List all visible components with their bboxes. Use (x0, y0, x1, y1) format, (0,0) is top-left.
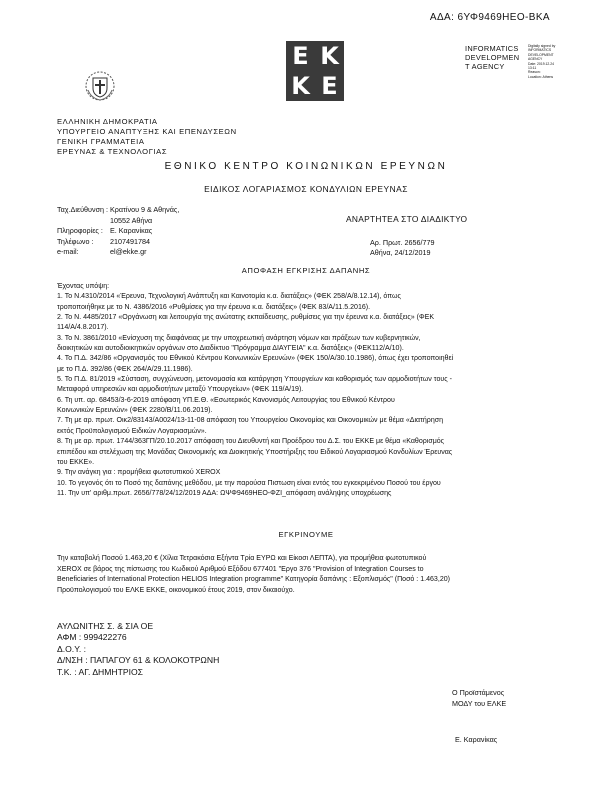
body-line: διοικητικών και αυτοδιοικητικών οργάνων στο Διαδίκτυο "Πρόγραμμα ΔΙΑΥΓΕΙΑ" κ.α. διατάξεις» (ΦΕΚ112/Α/10). (57, 345, 404, 353)
ada-code: ΑΔΑ: 6ΥΦ9469ΗΕΟ-ΒΚΑ (429, 12, 550, 23)
posted-notice: ΑΝΑΡΤΗΤΕΑ ΣΤΟ ΔΙΑΔΙΚΤΥΟ (346, 214, 468, 224)
contact-row (57, 226, 210, 237)
header-line: ΓΕΝΙΚΗ ΓΡΑΜΜΑΤΕΙΑ (57, 137, 145, 146)
signature-note-line: INFORMATICS (528, 48, 552, 53)
protocol-info (370, 238, 434, 258)
supplier-address: Δ/ΝΣΗ : ΠΑΠΑΓΟΥ 61 & ΚΟΛΟΚΟΤΡΩΝΗ (57, 655, 220, 666)
approve-line: Προϋπολογισμού του ΕΛΚΕ ΕΚΚΕ, οικονομικού έτους 2019, στον δικαιούχο. (57, 586, 295, 594)
logo-letter: Κ (320, 42, 339, 70)
protocol-date: Αθήνα, 24/12/2019 (370, 248, 431, 257)
contact-value: Ε. Καρανίκας (110, 226, 153, 236)
supplier-tax-office: Δ.Ο.Υ. : (57, 643, 86, 654)
logo-letter: Κ (291, 72, 310, 100)
signatory-role-line: ΜΟΔΥ του ΕΛΚΕ (452, 698, 507, 708)
body-line: Έχοντας υπόψη: (57, 283, 110, 290)
contact-row (57, 247, 210, 258)
body-line: 10. Το γεγονός ότι το Ποσό της δαπάνης μεθόδου, με την παρούσα Πιστωση είναι εντός του εγκεκριμένου Ποσού του έργου (57, 479, 441, 487)
approve-title: ΕΓΚΡΙΝΟΥΜΕ (278, 530, 334, 539)
contact-row (57, 205, 210, 216)
contact-label: Τηλέφωνο : (57, 236, 94, 246)
contact-block (57, 205, 210, 258)
supplier-name: ΑΥΛΩΝΙΤΗΣ Σ. & ΣΙΑ ΟΕ (57, 621, 154, 631)
body-line: 8. Τη με αρ. πρωτ. 1744/363ΓΠ/20.10.2017 απόφαση του Διευθυντή και Προέδρου του Δ.Σ. του ΕΚΚΕ με θέμα «Καθορισμός (57, 438, 445, 446)
logo-letter: Ε (292, 42, 309, 70)
signatory-name: Ε. Καρανίκας (455, 735, 498, 744)
decision-title: ΑΠΟΦΑΣΗ ΕΓΚΡΙΣΗΣ ΔΑΠΑΝΗΣ (241, 266, 371, 275)
contact-label: Ταχ.Διεύθυνση : (57, 205, 109, 214)
supplier-postcode: Τ.Κ. : ΑΓ. ΔΗΜΗΤΡΙΟΣ (57, 666, 143, 677)
body-line: Κοινωνικών Ερευνών» (ΦΕΚ 2280/Β/11.06.2019). (57, 407, 213, 415)
header-line: ΕΛΛΗΝΙΚΗ ΔΗΜΟΚΡΑΤΙΑ (57, 117, 158, 126)
body-line: του ΕΚΚΕ». (57, 458, 95, 466)
contact-row (57, 237, 210, 248)
supplier-vat: ΑΦΜ : 999422276 (57, 632, 127, 643)
agency-line: T AGENCY (465, 62, 505, 71)
contact-value: 10552 Αθήνα (110, 215, 153, 225)
agency-line: DEVELOPMEN (465, 53, 520, 62)
ministry-header (57, 117, 237, 157)
signature-note-line: DEVELOPMENT AGENCY (528, 52, 554, 62)
contact-label (57, 216, 110, 227)
header-line: ΕΡΕΥΝΑΣ & ΤΕΧΝΟΛΟΓΙΑΣ (57, 147, 168, 156)
signature-note-line: Reason: (528, 70, 541, 75)
logo-letter: Ε (321, 72, 338, 100)
body-line: εκτός Προϋπολογισμού Ειδικών Λογαριασμών». (57, 427, 207, 435)
body-line: επιπέδου και στελέχωση της Μονάδας Οικονομικής και Διοικητικής Υποστήριξης του Ειδικού Λογαριασμού Κονδυλίων Έρευνας (57, 448, 453, 456)
body-line: 9. Την ανάγκη για : προμήθεια φωτοτυπικού XEROX (57, 469, 221, 477)
approve-line: XEROX σε βάρος της πίστωσης του Κωδικού Αριθμού Εξόδου 677401 "Εργο 376 "Provision of Integration Courses to (57, 565, 424, 573)
body-line: 3. Το Ν. 3861/2010 «Ενίσχυση της διαφάνειας με την υποχρεωτική ανάρτηση νόμων και πράξεων των κυβερνητικών, (57, 334, 421, 342)
contact-value: 2107491784 (110, 236, 150, 246)
contact-value: Κρατίνου 9 & Αθηνάς, (110, 205, 180, 214)
contact-label: Πληροφορίες : (57, 226, 103, 236)
body-line: 11. Την υπ' αριθμ.πρωτ. 2656/778/24/12/2019 ΑΔΑ: ΩΨΦ9469ΗΕΟ-ΦΖΙ_απόφαση ανάληψης υποχρέωσης (57, 489, 392, 497)
agency-name (465, 44, 531, 71)
supplier-details (57, 621, 219, 678)
signature-note-line: 13:11 (528, 66, 537, 71)
account-subtitle: ΕΙΔΙΚΟΣ ΛΟΓΑΡΙΑΣΜΟΣ ΚΟΝΔΥΛΙΩΝ ΕΡΕΥΝΑΣ (204, 184, 408, 194)
body-line: 4. Το Π.Δ. 342/86 «Οργανισμός του Εθνικού Κέντρου Κοινωνικών Ερευνών» (ΦΕΚ 150/Α/30.10.1986), όπως έχει τροποποιηθεί (57, 355, 454, 363)
body-line: 2. Το Ν. 4485/2017 «Οργάνωση και λειτουργία της ανώτατης εκπαίδευσης, ρυθμίσεις για την έρευνα κ.α. διατάξεις» (ΦΕΚ (57, 314, 435, 322)
body-line: 1. Το Ν.4310/2014 «Έρευνα, Τεχνολογική Ανάπτυξη και Καινοτομία κ.α. διατάξεις» (ΦΕΚ 258/Α/8.12.14), όπως (57, 293, 401, 301)
body-line: τροποποιήθηκε με το Ν. 4386/2016 «Ρυθμίσεις για την έρευνα κ.α. διατάξεις» (ΦΕΚ 83/Α/11.5.2016). (57, 303, 371, 311)
decision-body (57, 282, 557, 499)
agency-line: INFORMATICS (465, 44, 519, 53)
digital-signature-note (528, 44, 568, 79)
body-line: 7. Τη με αρ. πρωτ. Οικ2/83143/Α0024/13-11-08 απόφαση του Υπουργείου Οικονομίας και Οικονομικών με θέμα «Διατήρηση (57, 417, 444, 425)
approve-line: Την καταβολή Ποσού 1.463,20 € (Χίλια Τετρακόσια Εξήντα Τρία ΕΥΡΩ και Είκοσι ΛΕΠΤΑ), για προμήθεια φωτοτυπικού (57, 555, 427, 562)
body-line: με το Π.Δ. 392/86 (ΦΕΚ 264/Α/29.11.1986). (57, 365, 193, 373)
body-line: 114/Α/4.8.2017). (57, 324, 109, 332)
signature-note-line: Date: 2019.12.24 (528, 61, 555, 66)
body-line: 6. Τη υπ. αρ. 68453/3-6-2019 απόφαση ΥΠ.Ε.Θ. «Εσωτερικός Κανονισμός Λειτουργίας του Εθνικού Κέντρου (57, 396, 395, 404)
contact-label: e-mail: (57, 247, 79, 257)
email-link[interactable]: el@ekke.gr (110, 247, 147, 257)
contact-row (57, 216, 210, 227)
signature-note-line: Location: Athens (528, 74, 554, 79)
ekke-logo (286, 41, 344, 101)
organization-title: ΕΘΝΙΚΟ ΚΕΝΤΡΟ ΚΟΙΝΩΝΙΚΩΝ ΕΡΕΥΝΩΝ (164, 161, 448, 172)
signatory-role (452, 688, 506, 709)
coat-of-arms-icon (84, 70, 116, 102)
header-line: ΥΠΟΥΡΓΕΙΟ ΑΝΑΠΤΥΞΗΣ ΚΑΙ ΕΠΕΝΔΥΣΕΩΝ (57, 127, 237, 136)
signatory-role-line: Ο Προϊστάμενος (452, 688, 505, 697)
body-line: Μεταφορά υπηρεσιών και αρμοδιοτήτων μεταξύ Υπουργείων» (ΦΕΚ 119/Α/19). (57, 386, 304, 394)
signature-note-line: Digitally signed by (528, 44, 556, 48)
approve-text (57, 554, 577, 596)
approve-line: Beneficiaries of International Protection HELIOS Integration programme" Κατηγορία δαπάνης : Εξοπλισμός" (Ποσό : 1.463,20) (57, 576, 450, 584)
body-line: 5. Το Π.Δ. 81/2019 «Σύσταση, συγχώνευση, μετονομασία και κατάργηση Υπουργείων και καθορισμός των αρμοδιοτήτων τους - (57, 376, 452, 384)
protocol-number: Αρ. Πρωτ. 2656/779 (370, 238, 435, 247)
